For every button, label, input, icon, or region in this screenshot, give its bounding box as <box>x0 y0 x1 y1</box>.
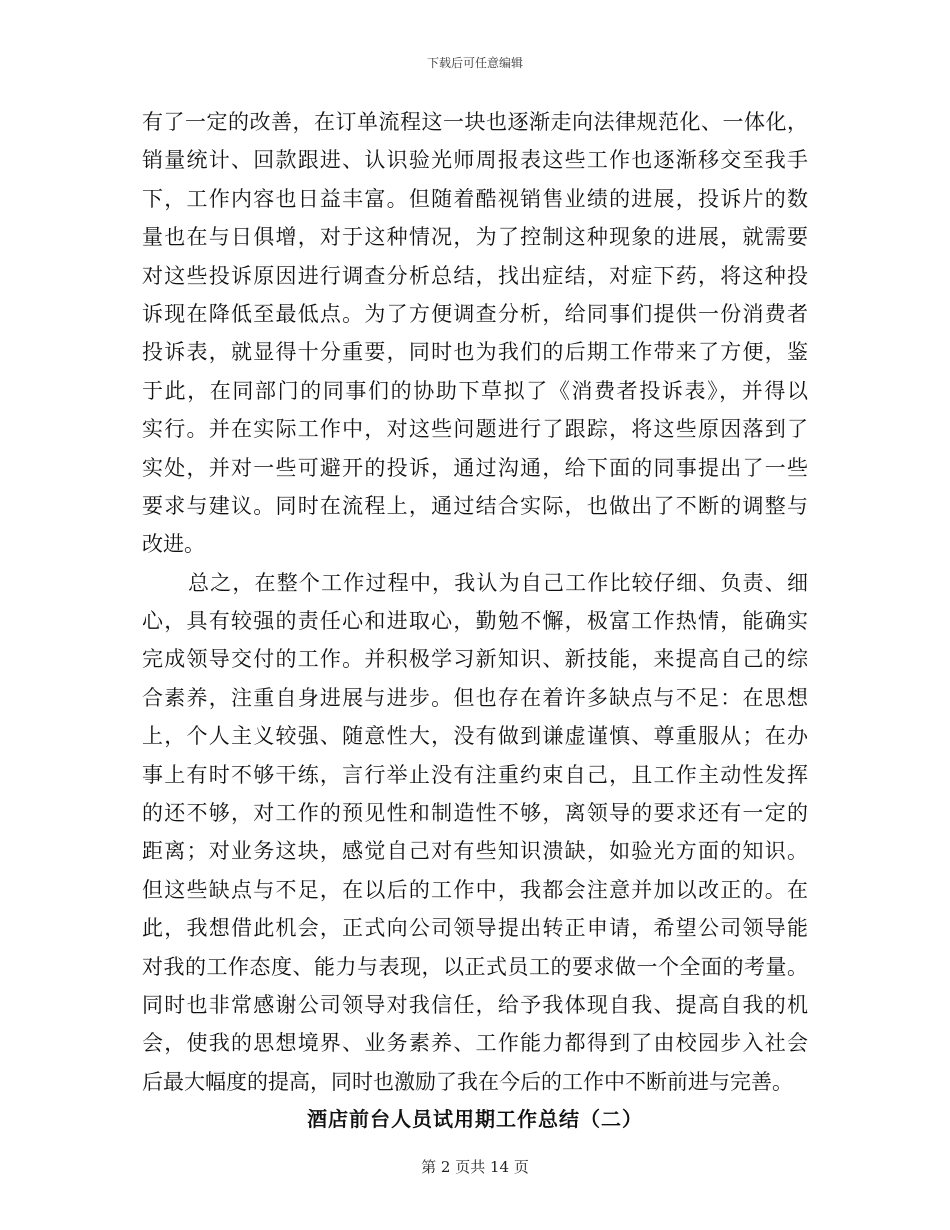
document-body <box>142 103 808 1101</box>
text-line: 心，具有较强的责任心和进取心，勤勉不懈，极富工作热情，能确实 <box>142 609 808 634</box>
text-line: 对这些投诉原因进行调查分析总结，找出症结，对症下药，将这种投 <box>142 263 808 288</box>
text-line: 上，个人主义较强、随意性大，没有做到谦虚谨慎、尊重服从；在办 <box>142 724 808 749</box>
text-line: 有了一定的改善，在订单流程这一块也逐渐走向法律规范化、一体化， <box>142 110 808 134</box>
text-line: 会，使我的思想境界、业务素养、工作能力都得到了由校园步入社会 <box>142 1031 808 1056</box>
text-line: 诉现在降低至最低点。为了方便调查分析，给同事们提供一份消费者 <box>142 301 808 326</box>
text-line: 实行。并在实际工作中，对这些问题进行了跟踪，将这些原因落到了 <box>142 417 808 442</box>
page-number: 第 2 页共 14 页 <box>421 1158 529 1176</box>
paragraph <box>142 564 808 1101</box>
page-footer <box>0 1156 950 1177</box>
paragraph <box>142 103 808 564</box>
text-line: 量也在与日俱增，对于这种情况，为了控制这种现象的进展，就需要 <box>142 225 808 250</box>
text-line: 对我的工作态度、能力与表现，以正式员工的要求做一个全面的考量。 <box>142 954 808 979</box>
text-line: 改进。 <box>142 532 205 557</box>
text-line: 合素养，注重自身进展与进步。但也存在着许多缺点与不足：在思想 <box>142 685 808 710</box>
text-line: 事上有时不够干练，言行举止没有注重约束自己，且工作主动性发挥 <box>142 762 808 787</box>
text-line: 要求与建议。同时在流程上，通过结合实际，也做出了不断的调整与 <box>142 493 808 518</box>
text-line: 实处，并对一些可避开的投诉，通过沟通，给下面的同事提出了一些 <box>142 455 808 480</box>
text-line: 于此，在同部门的同事们的协助下草拟了《消费者投诉表》，并得以 <box>142 378 808 403</box>
text-line: 同时也非常感谢公司领导对我信任，给予我体现自我、提高自我的机 <box>142 992 808 1017</box>
text-line: 完成领导交付的工作。并积极学习新知识、新技能，来提高自己的综 <box>142 647 808 672</box>
text-line: 但这些缺点与不足，在以后的工作中，我都会注意并加以改正的。在 <box>142 877 808 902</box>
header-text: 下载后可任意编辑 <box>426 56 523 70</box>
text-line: 下，工作内容也日益丰富。但随着酷视销售业绩的进展，投诉片的数 <box>142 186 808 211</box>
text-line: 距离；对业务这块，感觉自己对有些知识溃缺，如验光方面的知识。 <box>142 839 808 864</box>
text-line: 总之，在整个工作过程中，我认为自己工作比较仔细、负责、细 <box>188 570 808 595</box>
text-line: 销量统计、回款跟进、认识验光师周报表这些工作也逐渐移交至我手 <box>142 148 808 173</box>
text-line: 投诉表，就显得十分重要，同时也为我们的后期工作带来了方便，鉴 <box>142 340 808 365</box>
section-title: 酒店前台人员试用期工作总结（二） <box>307 1107 643 1131</box>
text-line: 的还不够，对工作的预见性和制造性不够，离领导的要求还有一定的 <box>142 801 808 826</box>
text-line: 后最大幅度的提高，同时也激励了我在今后的工作中不断前进与完善。 <box>142 1069 793 1094</box>
page-header <box>0 54 950 71</box>
text-line: 此，我想借此机会，正式向公司领导提出转正申请，希望公司领导能 <box>142 916 808 941</box>
